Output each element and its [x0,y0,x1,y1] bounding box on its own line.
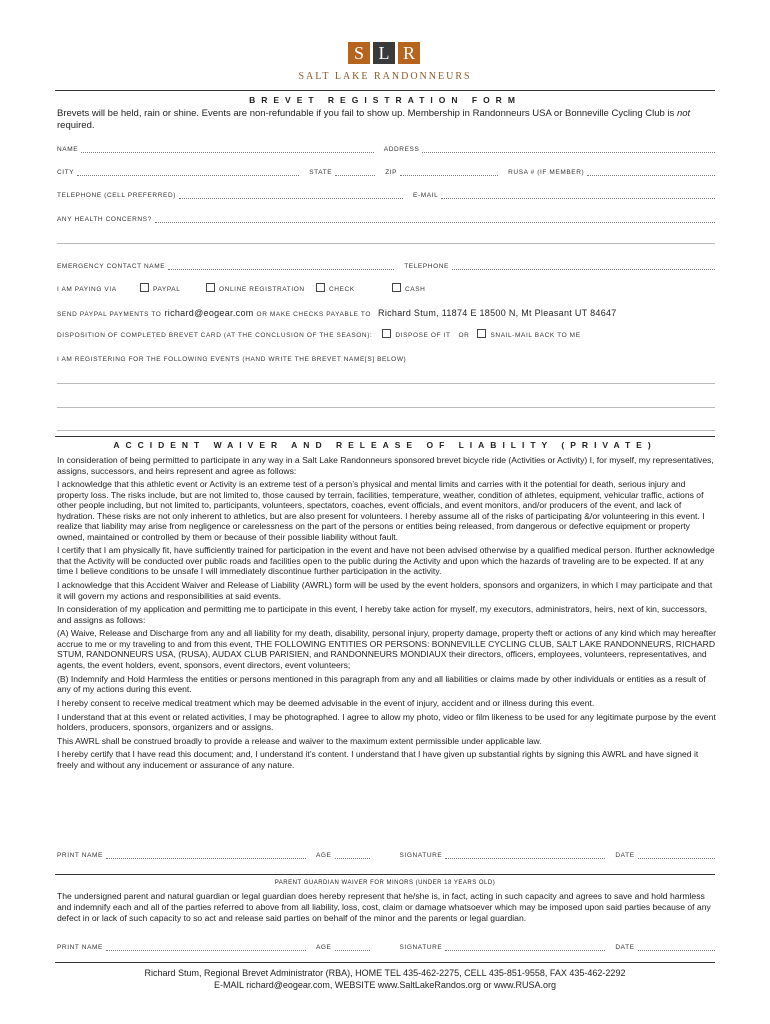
checkbox-online[interactable] [206,283,215,292]
slr-logo [348,42,420,64]
option-online[interactable] [206,283,316,293]
zip-label: ZIP [385,169,398,176]
logo-tile-l: L [373,42,395,64]
option-check-label: CHECK [329,286,355,293]
city-field[interactable] [77,167,299,176]
option-cash[interactable] [392,283,425,293]
row-signature-parent [57,939,715,951]
waiver-paragraph: (B) Indemnify and Hold Harmless the entities or persons mentioned in this paragraph from any and all liabilities or claims made by other individuals or entities as a result of any of my actions during this event. [57,673,706,695]
parent-print-name-field[interactable] [106,942,306,951]
intro-emphasis: not [676,108,691,119]
name-field[interactable] [81,144,374,153]
date-label: DATE [615,944,635,951]
paypal-email: richard@eogear.com [164,308,254,318]
divider [55,436,715,437]
parent-title: PARENT GUARDIAN WAIVER FOR MINORS (UNDER 18 YEARS OLD) [274,880,496,886]
logo-tile-r: R [398,42,420,64]
disposition-or: OR [458,332,470,339]
print-name-field[interactable] [106,850,306,859]
divider [55,874,715,875]
waiver-paragraph: This AWRL shall be construed broadly to provide a release and waiver to the maximum extent permissible under applicable law. [57,735,542,746]
events-label: I AM REGISTERING FOR THE FOLLOWING EVENTS (HAND WRITE THE BREVET NAME[S] BELOW) [57,356,407,363]
option-paypal-label: PAYPAL [153,286,181,293]
logo-tile-s: S [348,42,370,64]
waiver-title: ACCIDENT WAIVER AND RELEASE OF LIABILITY (PRIVATE) [113,440,657,450]
emergency-name-label: EMERGENCY CONTACT NAME [57,263,166,270]
divider [55,962,715,963]
option-check[interactable] [316,283,392,293]
row-payment [57,281,715,293]
row-telephone-email [57,187,715,199]
waiver-paragraph: I acknowledge that this Accident Waiver and Release of Liability (AWRL) form will be used by the event holders, sponsors and organizers, in which I may participate and that it will govern my actions and responsibilities at said events. [57,580,713,601]
check-payee: Richard Stum, 11874 E 18500 N, Mt Pleasant UT 84647 [378,308,617,318]
row-send-payments [57,304,715,318]
date-label: DATE [615,852,635,859]
parent-waiver-text: The undersigned parent and natural guardian or legal guardian does hereby represent that he/she is, in fact, acting in such capacity and agrees to save and hold harmless and indemnify each and all of the parties referred to above from all liability, loss, cost, claim or damage whatsoever which may be imposed upon said parties because of any defect in or lack of such capacity to so act and release said parties on behalf of the minor and the parents or legal guardian. [57,891,711,923]
signature-field[interactable] [445,850,605,859]
footer-line-1: Richard Stum, Regional Brevet Administrator (RBA), HOME TEL 435-462-2275, CELL 435-851-9558, FAX 435-462-2292 [144,968,626,978]
events-line-3[interactable] [57,430,715,431]
row-name-address [57,141,715,153]
row-events [57,351,715,363]
health-field[interactable] [155,214,715,223]
print-name-label: PRINT NAME [57,852,103,859]
address-label: ADDRESS [383,146,420,153]
option-dispose-label: DISPOSE OF IT [395,332,451,339]
row-disposition [57,327,715,339]
email-label: E-MAIL [413,192,439,199]
org-name: SALT LAKE RANDONNEURS [298,71,472,82]
age-label: AGE [315,852,332,859]
email-field[interactable] [441,190,715,199]
emergency-tel-field[interactable] [452,261,715,270]
events-line-1[interactable] [57,383,715,384]
waiver-paragraph: I certify that I am physically fit, have sufficiently trained for participation in the event and have not been advised otherwise by a qualified medical person. Ifurther acknowledge that the Activity will be conducted over public roads and facilities open to the public during the Activity and upon which the hazards of traveling are to be expected. If at any time I believe conditions to be unsafe I will immediately discontinue further participation in the activity. [57,545,715,577]
waiver-paragraph: I acknowledge that this athletic event or Activity is an extreme test of a person’s physical and mental limits and carries with it the potential for death, serious injury and property loss. The risks include, but are not limited to, those caused by terrain, facilities, temperature, weather, condition of athletes, equipment, vehicular traffic, actions of other people including, but not limited to, participants, volunteers, spectators, coaches, event officials, and event monitors, and/or producers of the event, and lack of hydration. These risks are not only inherent to athletics, but are also present for volunteers. I hereby assume all of the risks of participating &/or volunteering in this event. I realize that liability may arise from negligence or carelessness on the part of the persons or entities being released, from dangerous or defective equipment or property owned, maintained or controlled by them or because of their possible liability without fault. [57,479,705,542]
waiver-paragraph: I understand that at this event or related activities, I may be photographed. I agree to allow my photo, video or film likeness to be used for any legitimate purpose by the event holders, producers, sponsors, organizers and or assigns. [57,711,716,732]
intro-pre: Brevets will be held, rain or shine. Events are non-refundable if you fail to show up. Membership in Randonneurs USA or Bonneville Cycling Club is [57,108,677,119]
waiver-body [57,455,717,774]
row-emergency [57,258,715,270]
city-label: CITY [57,169,75,176]
waiver-paragraph: I hereby consent to receive medical treatment which may be deemed advisable in the event of injury, accident and or illness during this event. [57,697,595,708]
state-label: STATE [309,169,333,176]
option-cash-label: CASH [405,286,426,293]
option-dispose[interactable] [382,329,450,339]
age-label: AGE [315,944,332,951]
send-label: SEND PAYPAL PAYMENTS TO [57,311,162,318]
parent-signature-field[interactable] [445,942,605,951]
health-extra-line[interactable] [57,243,715,244]
parent-age-field[interactable] [335,942,370,951]
checkbox-check[interactable] [316,283,325,292]
checkbox-cash[interactable] [392,283,401,292]
checkbox-dispose[interactable] [382,329,391,338]
name-label: NAME [57,146,79,153]
footer [0,967,770,991]
form-title: BREVET REGISTRATION FORM [249,95,521,105]
intro-post: required. [57,120,95,131]
zip-field[interactable] [400,167,498,176]
emergency-tel-label: TELEPHONE [404,263,449,270]
signature-label: SIGNATURE [399,852,443,859]
row-health [57,211,715,223]
state-field[interactable] [335,167,375,176]
row-city-state [57,164,715,176]
signature-label: SIGNATURE [399,944,443,951]
print-name-label: PRINT NAME [57,944,103,951]
health-label: ANY HEALTH CONCERNS? [57,216,152,223]
payment-label: I AM PAYING VIA [57,286,117,293]
date-field[interactable] [638,850,715,859]
row-signature-adult [57,847,715,859]
events-line-2[interactable] [57,407,715,408]
address-field[interactable] [422,144,715,153]
waiver-paragraph: In consideration of being permitted to participate in any way in a Salt Lake Randonneurs sponsored brevet bicycle ride (Activities or Activity) I, for myself, my representatives, assigns, successors, and heirs represent and agree as follows: [57,455,714,476]
option-paypal[interactable] [140,283,206,293]
waiver-paragraph: In consideration of my application and permitting me to participate in this event, I hereby take action for myself, my executors, administrators, heirs, next of kin, successors, and assigns as follows: [57,604,708,625]
option-mail-label: SNAIL-MAIL BACK TO ME [490,332,581,339]
rusa-field[interactable] [587,167,715,176]
option-online-label: ONLINE REGISTRATION [219,286,305,293]
intro-text [57,108,717,132]
age-field[interactable] [335,850,370,859]
or-checks-label: OR MAKE CHECKS PAYABLE TO [256,311,372,318]
checkbox-mail[interactable] [477,329,486,338]
disposition-label: DISPOSITION OF COMPLETED BREVET CARD (AT THE CONCLUSION OF THE SEASON): [57,332,373,339]
waiver-paragraph: (A) Waive, Release and Discharge from any and all liability for my death, disability, personal injury, property damage, property theft or actions of any kind which may hereafter accrue to me or my traveling to and from this event, THE FOLLOWING ENTITIES OR PERSONS: BONNEVILLE CYCLING CLUB, SALT LAKE RANDONNEURS, RICHARD STUM, RANDONNEURS USA, (RUSA), AUDAX CLUB PARISIEN, and RANDONNEURS MONDIAUX their directors, officers, employees, volunteers, representatives, and agents, the event holders, event, sponsors, event directors, event volunteers; [57,628,717,670]
checkbox-paypal[interactable] [140,283,149,292]
rusa-label: RUSA # (IF MEMBER) [508,169,585,176]
waiver-paragraph: I hereby certify that I have read this document; and, I understand it’s content. I understand that I have given up substantial rights by signing this AWRL and have signed it freely and without any inducement or assurance of any nature. [57,749,699,770]
telephone-label: TELEPHONE (CELL PREFERRED) [57,192,177,199]
telephone-field[interactable] [179,190,403,199]
emergency-name-field[interactable] [168,261,394,270]
option-mail[interactable] [477,329,580,339]
parent-date-field[interactable] [638,942,715,951]
divider [55,90,715,91]
footer-line-2: E-MAIL richard@eogear.com, WEBSITE www.SaltLakeRandos.org or www.RUSA.org [214,980,556,990]
